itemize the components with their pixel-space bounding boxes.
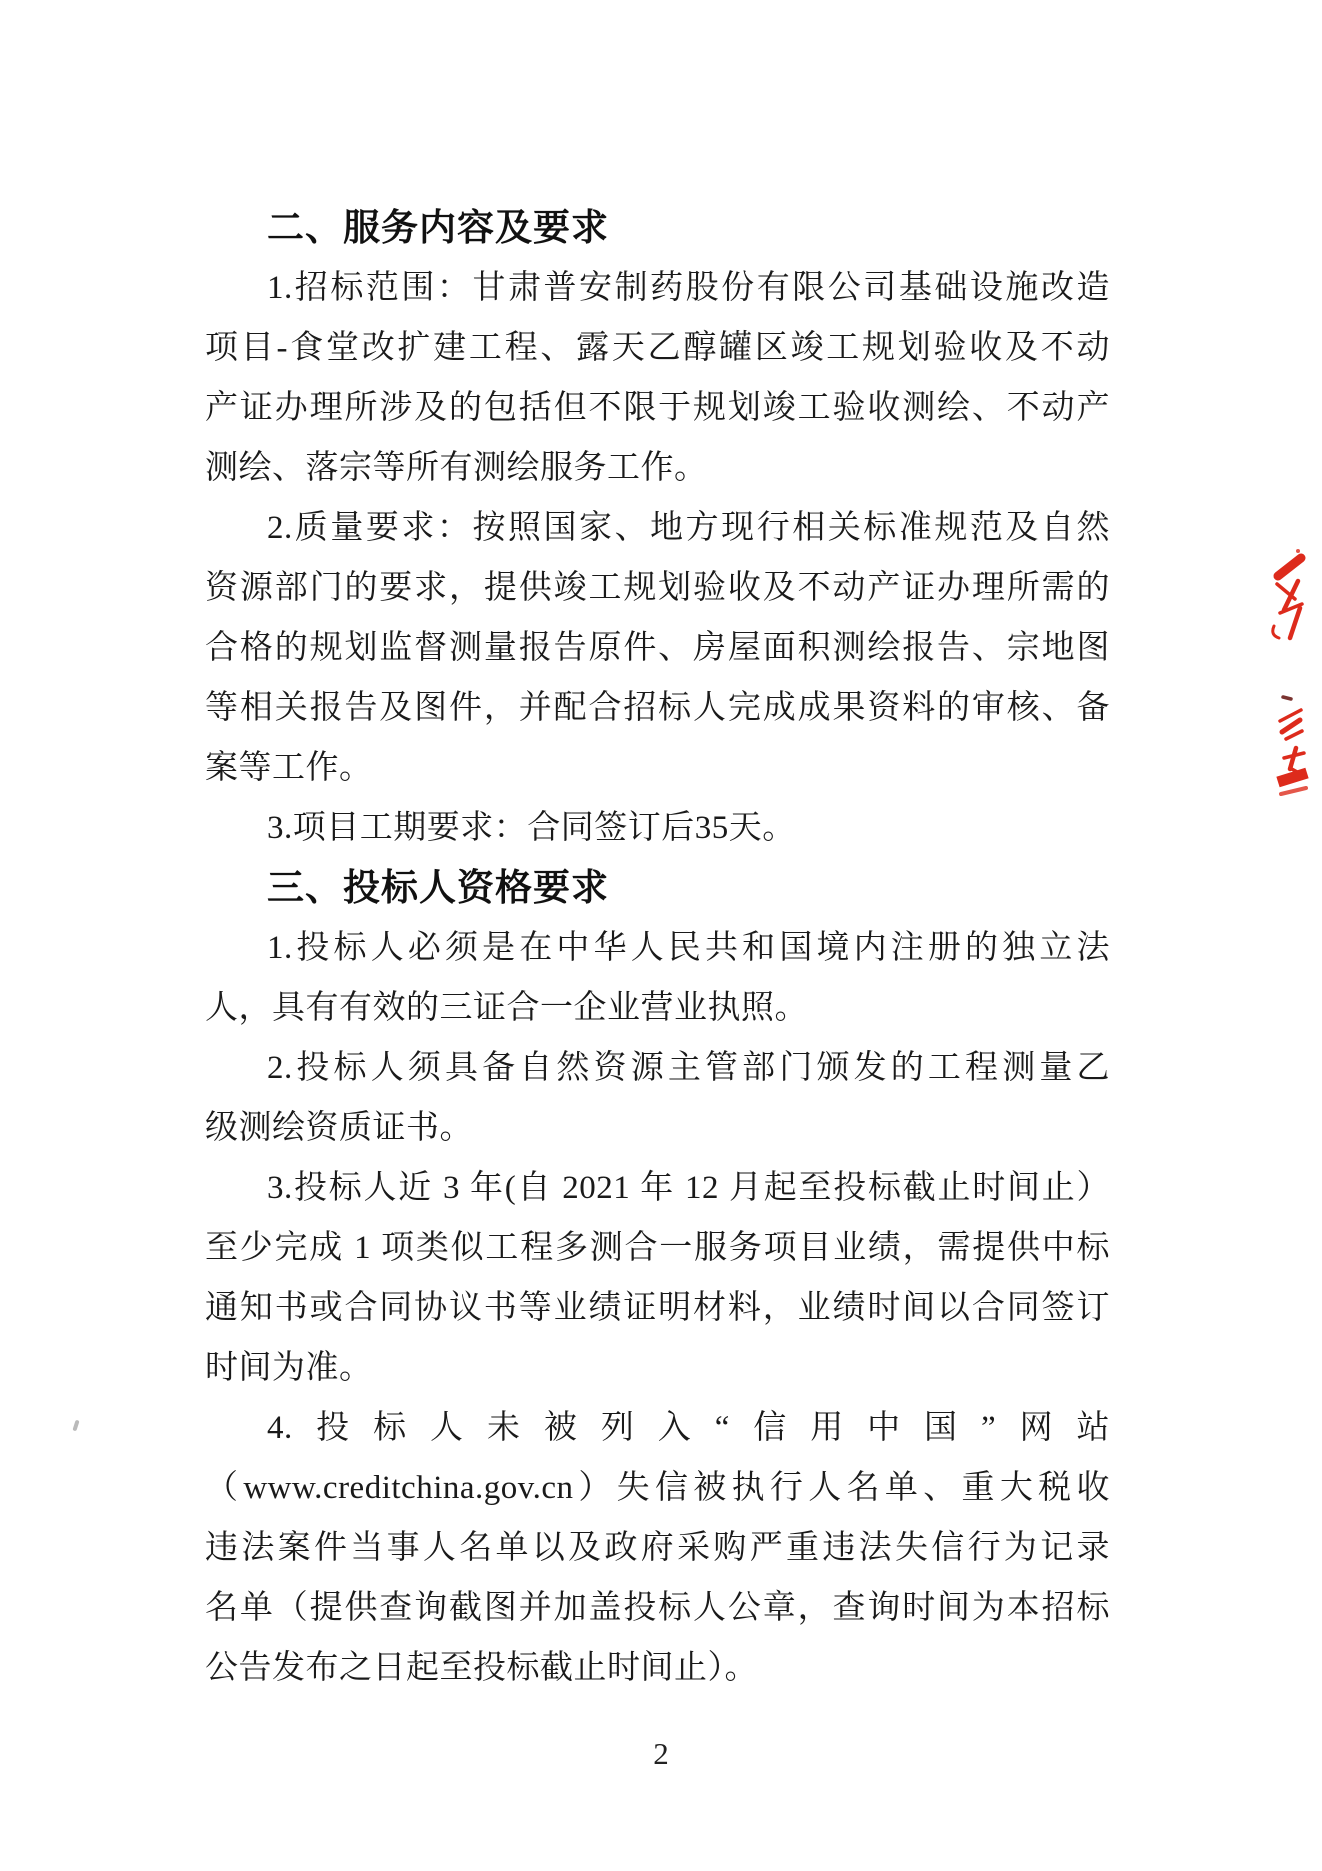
document-body [205,198,1110,1698]
text-line: 资源部门的要求，提供竣工规划验收及不动产证办理所需的 [205,570,1110,606]
text-line: （www.creditchina.gov.cn）失信被执行人名单、重大税收 [205,1470,1110,1506]
text-line: 4.投标人未被列入“信用中国”网站 [267,1410,1110,1446]
text-line: 3.投标人近 3 年(自 2021 年 12 月起至投标截止时间止） [267,1170,1110,1206]
section-heading: 三、投标人资格要求 [267,867,609,908]
text-line: 级测绘资质证书。 [205,1110,473,1146]
text-line: 至少完成 1 项类似工程多测合一服务项目业绩，需提供中标 [205,1230,1110,1266]
text-line: 测绘、落宗等所有测绘服务工作。 [205,450,708,486]
text-line: 2.投标人须具备自然资源主管部门颁发的工程测量乙 [267,1050,1110,1086]
text-line: 2.质量要求：按照国家、地方现行相关标准规范及自然 [267,510,1110,546]
red-seal-strokes [1264,548,1322,802]
text-line: 名单（提供查询截图并加盖投标人公章，查询时间为本招标 [205,1590,1110,1626]
scan-speck [72,1420,79,1432]
text-line: 等相关报告及图件，并配合招标人完成成果资料的审核、备 [205,690,1110,726]
text-line: 1.招标范围：甘肃普安制药股份有限公司基础设施改造 [267,270,1110,306]
page-number: 2 [653,1736,669,1771]
text-line: 项目-食堂改扩建工程、露天乙醇罐区竣工规划验收及不动 [205,330,1110,366]
text-line: 人，具有有效的三证合一企业营业执照。 [205,990,808,1026]
text-line: 案等工作。 [205,750,373,786]
text-line: 时间为准。 [205,1350,373,1386]
text-line: 1.投标人必须是在中华人民共和国境内注册的独立法 [267,930,1110,966]
text-line: 合格的规划监督测量报告原件、房屋面积测绘报告、宗地图 [205,630,1110,666]
text-line: 3.项目工期要求：合同签订后35天。 [267,810,796,846]
text-line: 产证办理所涉及的包括但不限于规划竣工验收测绘、不动产 [205,390,1110,426]
red-seal-fragment [1264,548,1322,802]
text-line: 公告发布之日起至投标截止时间止）。 [205,1650,758,1686]
text-line: 违法案件当事人名单以及政府采购严重违法失信行为记录 [205,1530,1110,1566]
section-heading: 二、服务内容及要求 [267,207,609,248]
text-line: 通知书或合同协议书等业绩证明材料，业绩时间以合同签订 [205,1290,1110,1326]
